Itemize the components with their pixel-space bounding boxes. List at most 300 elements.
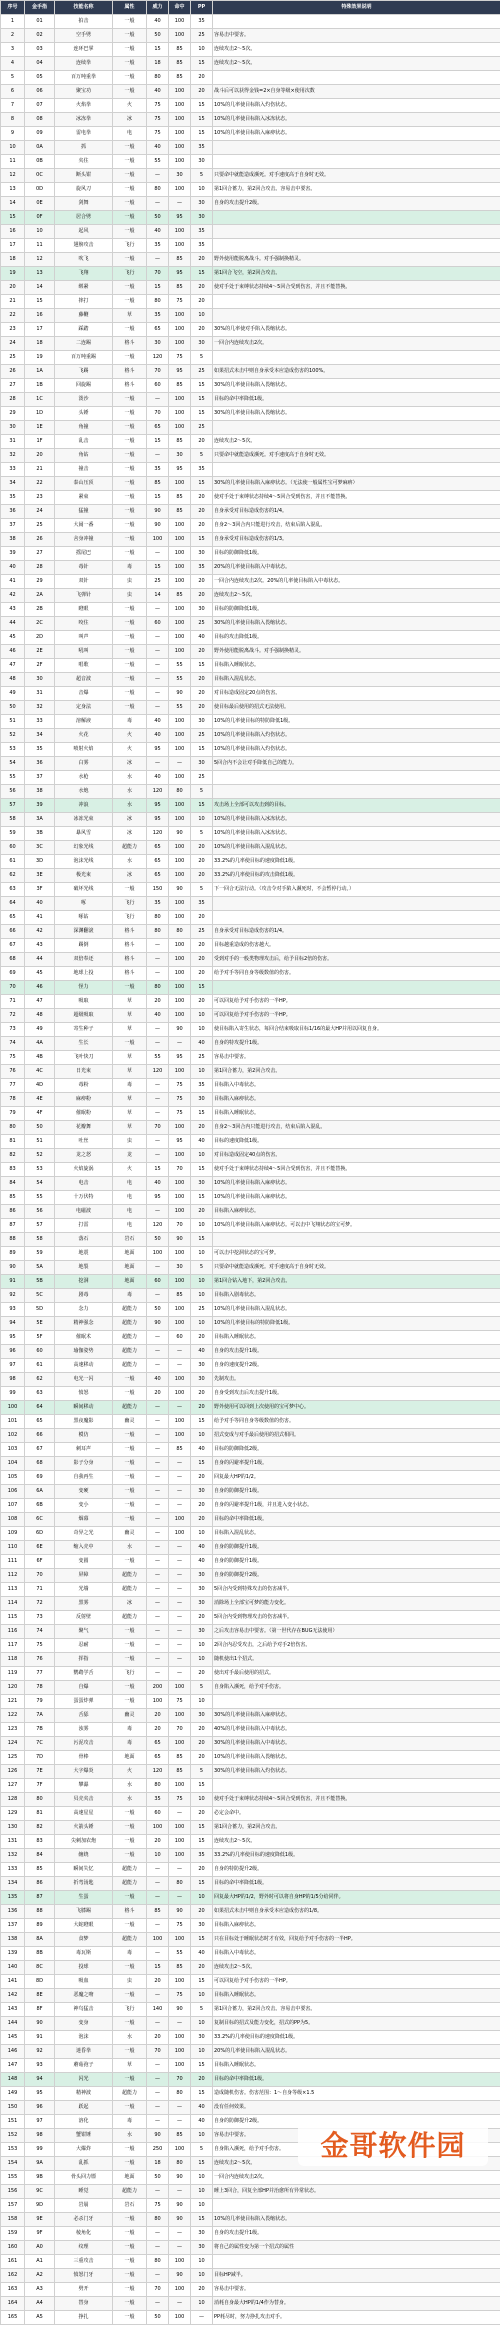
cell-accuracy: 100: [169, 1681, 191, 1695]
cell-effect: [213, 351, 500, 365]
cell-index: 140: [1, 1961, 25, 1975]
cell-type: 超能力: [113, 2087, 147, 2101]
table-row: [1, 1513, 500, 1527]
cell-index: 33: [1, 463, 25, 477]
cell-move-name: 贝壳夹击: [55, 1793, 113, 1807]
cell-accuracy: —: [169, 2115, 191, 2129]
cell-move-name: 溶化: [55, 2115, 113, 2129]
cell-index: 142: [1, 1989, 25, 2003]
cell-type: 一般: [113, 1457, 147, 1471]
cell-type: 格斗: [113, 925, 147, 939]
cell-power: 120: [147, 1065, 169, 1079]
cell-index: 4: [1, 57, 25, 71]
cell-index: 80: [1, 1121, 25, 1135]
cell-accuracy: 100: [169, 99, 191, 113]
table-row: [1, 365, 500, 379]
cell-pp: 20: [191, 841, 213, 855]
cell-power: 100: [147, 1695, 169, 1709]
cell-index: 29: [1, 407, 25, 421]
cell-move-name: 拍击: [55, 15, 113, 29]
cell-index: 105: [1, 1471, 25, 1485]
cell-power: —: [147, 1569, 169, 1583]
cell-type: 一般: [113, 533, 147, 547]
cell-index: 53: [1, 743, 25, 757]
cell-index: 9: [1, 127, 25, 141]
cell-power: —: [147, 2059, 169, 2073]
cell-index: 117: [1, 1639, 25, 1653]
cell-effect: [213, 2255, 500, 2269]
cell-cheat-code: 35: [25, 743, 55, 757]
cell-accuracy: 75: [169, 1989, 191, 2003]
cell-index: 54: [1, 757, 25, 771]
cell-power: 40: [147, 1009, 169, 1023]
table-row: [1, 575, 500, 589]
cell-accuracy: —: [169, 1401, 191, 1415]
cell-power: —: [147, 1261, 169, 1275]
watermark-text: 金哥软件园: [320, 2124, 465, 2164]
cell-index: 121: [1, 1695, 25, 1709]
cell-move-name: 冲浪: [55, 799, 113, 813]
cell-power: 35: [147, 463, 169, 477]
cell-move-name: 吐丝: [55, 1135, 113, 1149]
cell-cheat-code: 2E: [25, 645, 55, 659]
cell-pp: 10: [191, 2017, 213, 2031]
cell-pp: 15: [191, 1233, 213, 1247]
cell-accuracy: —: [169, 1807, 191, 1821]
cell-power: —: [147, 687, 169, 701]
cell-pp: 5: [191, 883, 213, 897]
cell-pp: 35: [191, 15, 213, 29]
cell-pp: 15: [191, 533, 213, 547]
cell-power: 35: [147, 309, 169, 323]
cell-type: 一般: [113, 2311, 147, 2325]
cell-effect: 目标陷入睡眠状态。: [213, 1331, 500, 1345]
cell-type: 一般: [113, 547, 147, 561]
cell-power: 90: [147, 505, 169, 519]
table-row: [1, 911, 500, 925]
cell-accuracy: 95: [169, 211, 191, 225]
cell-index: 36: [1, 505, 25, 519]
table-row: [1, 1807, 500, 1821]
cell-cheat-code: 3D: [25, 855, 55, 869]
cell-effect: 10%的几率使目标的特防降低1级。: [213, 1317, 500, 1331]
cell-effect: 33.2%的几率使目标的速度降低1级。: [213, 855, 500, 869]
cell-move-name: 泡沫光线: [55, 855, 113, 869]
cell-accuracy: 100: [169, 225, 191, 239]
cell-power: 40: [147, 729, 169, 743]
cell-power: 75: [147, 99, 169, 113]
cell-accuracy: 100: [169, 1149, 191, 1163]
cell-type: 毒: [113, 1723, 147, 1737]
cell-index: 153: [1, 2143, 25, 2157]
cell-accuracy: —: [169, 1625, 191, 1639]
cell-cheat-code: 30: [25, 673, 55, 687]
cell-index: 141: [1, 1975, 25, 1989]
cell-pp: 30: [191, 1597, 213, 1611]
cell-type: 一般: [113, 1429, 147, 1443]
cell-power: 50: [147, 211, 169, 225]
cell-type: 一般: [113, 141, 147, 155]
cell-move-name: 超音波: [55, 673, 113, 687]
table-row: [1, 1611, 500, 1625]
cell-cheat-code: 54: [25, 1177, 55, 1191]
cell-index: 110: [1, 1541, 25, 1555]
cell-move-name: 瞬间移动: [55, 1401, 113, 1415]
cell-pp: 30: [191, 1919, 213, 1933]
cell-type: 草: [113, 1023, 147, 1037]
cell-effect: 40%的几率使目标陷入中毒状态。: [213, 1723, 500, 1737]
table-row: [1, 127, 500, 141]
cell-move-name: 泡沫: [55, 2031, 113, 2045]
table-row: [1, 267, 500, 281]
cell-power: —: [147, 1499, 169, 1513]
cell-power: 100: [147, 1821, 169, 1835]
cell-pp: 5: [191, 2003, 213, 2017]
cell-power: 15: [147, 43, 169, 57]
cell-type: 一般: [113, 491, 147, 505]
cell-power: 75: [147, 113, 169, 127]
cell-accuracy: 90: [169, 1905, 191, 1919]
cell-effect: 5回合内受到物理攻击的伤害减半。: [213, 1611, 500, 1625]
cell-move-name: 神鸟猛击: [55, 2003, 113, 2017]
cell-pp: 15: [191, 1835, 213, 1849]
cell-type: 一般: [113, 407, 147, 421]
cell-pp: 10: [191, 1317, 213, 1331]
cell-effect: 自身的防御提升1级。: [213, 1541, 500, 1555]
cell-index: 108: [1, 1513, 25, 1527]
cell-pp: 15: [191, 1975, 213, 1989]
cell-move-name: 舍身冲撞: [55, 533, 113, 547]
table-row: [1, 463, 500, 477]
cell-index: 101: [1, 1415, 25, 1429]
cell-index: 70: [1, 981, 25, 995]
cell-accuracy: 95: [169, 365, 191, 379]
cell-index: 119: [1, 1667, 25, 1681]
cell-effect: 消除场上全部宝可梦的能力变化。: [213, 1597, 500, 1611]
table-row: [1, 2073, 500, 2087]
cell-index: 100: [1, 1401, 25, 1415]
cell-index: 130: [1, 1821, 25, 1835]
cell-pp: 15: [191, 1191, 213, 1205]
cell-cheat-code: 92: [25, 2045, 55, 2059]
cell-index: 8: [1, 113, 25, 127]
cell-effect: 使对手处于束缚状态持续4～5回合受到伤害，并且不能替换。: [213, 491, 500, 505]
cell-cheat-code: 75: [25, 1639, 55, 1653]
cell-index: 44: [1, 617, 25, 631]
cell-index: 128: [1, 1793, 25, 1807]
table-row: [1, 785, 500, 799]
cell-cheat-code: A0: [25, 2241, 55, 2255]
table-row: [1, 701, 500, 715]
cell-power: —: [147, 1457, 169, 1471]
cell-type: 一般: [113, 1821, 147, 1835]
cell-effect: 30%的几率使对手陷入畏缩状态。: [213, 323, 500, 337]
cell-type: 一般: [113, 1471, 147, 1485]
cell-pp: 15: [191, 659, 213, 673]
cell-cheat-code: 14: [25, 281, 55, 295]
cell-effect: 可以击中挖洞状态的宝可梦。: [213, 1247, 500, 1261]
cell-move-name: 污泥攻击: [55, 1737, 113, 1751]
cell-cheat-code: 4C: [25, 1065, 55, 1079]
cell-power: 15: [147, 1163, 169, 1177]
cell-power: —: [147, 603, 169, 617]
cell-cheat-code: 6B: [25, 1499, 55, 1513]
cell-move-name: 日光束: [55, 1065, 113, 1079]
cell-index: 145: [1, 2031, 25, 2045]
cell-pp: 30: [191, 715, 213, 729]
cell-pp: 10: [191, 1247, 213, 1261]
table-row: [1, 1415, 500, 1429]
cell-accuracy: —: [169, 1583, 191, 1597]
cell-move-name: 蛋蛋炸弹: [55, 1695, 113, 1709]
cell-index: 98: [1, 1373, 25, 1387]
cell-move-name: 吹飞: [55, 253, 113, 267]
cell-effect: 10%的几率使目标陷入畏缩状态。: [213, 2213, 500, 2227]
table-row: [1, 757, 500, 771]
cell-cheat-code: 97: [25, 2115, 55, 2129]
cell-power: 40: [147, 771, 169, 785]
cell-accuracy: 100: [169, 813, 191, 827]
cell-accuracy: 100: [169, 897, 191, 911]
cell-type: 电: [113, 1177, 147, 1191]
cell-effect: [213, 15, 500, 29]
cell-index: 58: [1, 813, 25, 827]
cell-effect: 只要命中就能造成濒死。对手速度高于自身时无效。: [213, 1261, 500, 1275]
cell-effect: 先制攻击。: [213, 1373, 500, 1387]
cell-move-name: 头锤: [55, 407, 113, 421]
cell-accuracy: 100: [169, 743, 191, 757]
cell-index: 122: [1, 1709, 25, 1723]
cell-pp: 30: [191, 1177, 213, 1191]
cell-move-name: 瞪眼: [55, 603, 113, 617]
cell-index: 49: [1, 687, 25, 701]
cell-cheat-code: 47: [25, 995, 55, 1009]
cell-index: 154: [1, 2157, 25, 2171]
cell-effect: 连续攻击2～5次。: [213, 589, 500, 603]
cell-type: 虫: [113, 1135, 147, 1149]
cell-pp: 20: [191, 1331, 213, 1345]
cell-effect: 目标陷入麻痹状态。: [213, 1093, 500, 1107]
cell-type: 草: [113, 1009, 147, 1023]
cell-accuracy: 100: [169, 1275, 191, 1289]
cell-index: 59: [1, 827, 25, 841]
cell-power: —: [147, 197, 169, 211]
cell-effect: 目标陷入睡眠状态。: [213, 1107, 500, 1121]
cell-move-name: 紧束: [55, 491, 113, 505]
cell-move-name: 水枪: [55, 771, 113, 785]
cell-accuracy: 100: [169, 183, 191, 197]
cell-accuracy: —: [169, 1037, 191, 1051]
cell-index: 38: [1, 533, 25, 547]
cell-power: 14: [147, 589, 169, 603]
cell-index: 89: [1, 1247, 25, 1261]
cell-accuracy: 100: [169, 533, 191, 547]
cell-pp: 15: [191, 2213, 213, 2227]
cell-type: 一般: [113, 981, 147, 995]
cell-pp: 10: [191, 309, 213, 323]
cell-pp: 20: [191, 281, 213, 295]
cell-move-name: 音爆: [55, 687, 113, 701]
cell-type: 飞行: [113, 911, 147, 925]
cell-effect: 可以回复给予对手伤害的一半HP。: [213, 1975, 500, 1989]
cell-accuracy: 100: [169, 771, 191, 785]
cell-index: 125: [1, 1751, 25, 1765]
cell-effect: 目标的命中率降低1级。: [213, 1513, 500, 1527]
cell-power: —: [147, 1527, 169, 1541]
cell-cheat-code: 57: [25, 1219, 55, 1233]
table-row: [1, 1569, 500, 1583]
cell-index: 149: [1, 2087, 25, 2101]
cell-type: 虫: [113, 1975, 147, 1989]
cell-effect: 自身2～3回合内只能进行攻击，结束后陷入混乱。: [213, 519, 500, 533]
table-row: [1, 589, 500, 603]
cell-effect: 一回合内连续攻击2次。: [213, 2171, 500, 2185]
cell-move-name: 叫声: [55, 631, 113, 645]
cell-cheat-code: A3: [25, 2283, 55, 2297]
table-row: [1, 617, 500, 631]
cell-power: —: [147, 1625, 169, 1639]
cell-power: —: [147, 1093, 169, 1107]
cell-accuracy: 85: [169, 1289, 191, 1303]
cell-cheat-code: 3F: [25, 883, 55, 897]
cell-power: 60: [147, 1275, 169, 1289]
cell-effect: 第1回合飞空，第2回合攻击。: [213, 267, 500, 281]
cell-move-name: 瑜伽姿势: [55, 1345, 113, 1359]
cell-pp: 40: [191, 1135, 213, 1149]
cell-pp: 40: [191, 1555, 213, 1569]
cell-cheat-code: 1C: [25, 393, 55, 407]
cell-pp: 25: [191, 29, 213, 43]
cell-move-name: 愤怒: [55, 1387, 113, 1401]
cell-accuracy: 100: [169, 2045, 191, 2059]
cell-accuracy: 80: [169, 2087, 191, 2101]
cell-accuracy: 75: [169, 1695, 191, 1709]
cell-pp: 10: [191, 2297, 213, 2311]
cell-power: 70: [147, 267, 169, 281]
cell-power: 65: [147, 1737, 169, 1751]
cell-cheat-code: 12: [25, 253, 55, 267]
cell-move-name: 泰山压顶: [55, 477, 113, 491]
cell-cheat-code: 0F: [25, 211, 55, 225]
cell-move-name: 催眠术: [55, 1331, 113, 1345]
cell-pp: 40: [191, 1037, 213, 1051]
cell-pp: 35: [191, 463, 213, 477]
cell-move-name: 大爆炸: [55, 2143, 113, 2157]
cell-pp: 15: [191, 99, 213, 113]
cell-power: —: [147, 1135, 169, 1149]
cell-power: —: [147, 1611, 169, 1625]
cell-type: 超能力: [113, 1303, 147, 1317]
cell-cheat-code: 16: [25, 309, 55, 323]
cell-type: 一般: [113, 1485, 147, 1499]
cell-accuracy: 85: [169, 1765, 191, 1779]
table-row: [1, 2269, 500, 2283]
table-row: [1, 1709, 500, 1723]
cell-move-name: 龙之怒: [55, 1149, 113, 1163]
cell-effect: 10%的几率使目标陷入混乱状态。: [213, 841, 500, 855]
cell-pp: 10: [191, 1023, 213, 1037]
cell-pp: 40: [191, 1541, 213, 1555]
table-row: [1, 1555, 500, 1569]
cell-index: 17: [1, 239, 25, 253]
cell-index: 37: [1, 519, 25, 533]
cell-cheat-code: 69: [25, 1471, 55, 1485]
cell-move-name: 双倍奉还: [55, 953, 113, 967]
cell-effect: 第1回合蓄力，第2回合攻击。容易击中要害。: [213, 183, 500, 197]
table-row: [1, 155, 500, 169]
cell-cheat-code: 45: [25, 967, 55, 981]
cell-pp: 15: [191, 57, 213, 71]
cell-effect: 30%的几率使目标陷入畏缩状态。: [213, 379, 500, 393]
cell-effect: 自身的特防提升2级。: [213, 1863, 500, 1877]
cell-move-name: 变小: [55, 1499, 113, 1513]
cell-pp: 30: [191, 1709, 213, 1723]
table-row: [1, 1443, 500, 1457]
cell-move-name: 光墙: [55, 1583, 113, 1597]
cell-type: 格斗: [113, 967, 147, 981]
cell-type: 飞行: [113, 1667, 147, 1681]
table-row: [1, 631, 500, 645]
cell-index: 75: [1, 1051, 25, 1065]
cell-cheat-code: 2A: [25, 589, 55, 603]
cell-pp: 15: [191, 407, 213, 421]
cell-power: 85: [147, 477, 169, 491]
cell-effect: 如果招式未击中则自身承受本应造成伤害的100%。: [213, 365, 500, 379]
cell-pp: 40: [191, 2101, 213, 2115]
table-row: [1, 953, 500, 967]
cell-type: 超能力: [113, 1863, 147, 1877]
cell-accuracy: —: [169, 2017, 191, 2031]
table-row: [1, 1079, 500, 1093]
cell-index: 3: [1, 43, 25, 57]
cell-power: 120: [147, 351, 169, 365]
cell-accuracy: 100: [169, 1709, 191, 1723]
cell-pp: 40: [191, 1947, 213, 1961]
cell-type: 一般: [113, 1499, 147, 1513]
cell-accuracy: 85: [169, 589, 191, 603]
cell-accuracy: 80: [169, 2157, 191, 2171]
table-row: [1, 869, 500, 883]
cell-move-name: 投球: [55, 1961, 113, 1975]
cell-index: 39: [1, 547, 25, 561]
cell-effect: 野外使用能脱离战斗。对手强制换精灵。: [213, 253, 500, 267]
cell-cheat-code: 42: [25, 925, 55, 939]
cell-accuracy: 100: [169, 1975, 191, 1989]
cell-cheat-code: 71: [25, 1583, 55, 1597]
cell-pp: 20: [191, 435, 213, 449]
cell-move-name: 角钻: [55, 449, 113, 463]
cell-index: 72: [1, 1009, 25, 1023]
cell-move-name: 精神波: [55, 2087, 113, 2101]
cell-pp: 40: [191, 1345, 213, 1359]
cell-cheat-code: 11: [25, 239, 55, 253]
cell-effect: 使目标陷入寄生状态，每回合结束吸取目标1/16的最大HP并用以回复自身。: [213, 1023, 500, 1037]
cell-accuracy: 100: [169, 1849, 191, 1863]
cell-accuracy: 80: [169, 785, 191, 799]
cell-move-name: 毒瓦斯: [55, 1947, 113, 1961]
cell-power: 75: [147, 2199, 169, 2213]
cell-power: —: [147, 1401, 169, 1415]
cell-effect: 自身承受对目标造成伤害的1/4。: [213, 505, 500, 519]
cell-cheat-code: 6C: [25, 1513, 55, 1527]
cell-power: 120: [147, 1765, 169, 1779]
cell-index: 143: [1, 2003, 25, 2017]
cell-pp: 25: [191, 365, 213, 379]
cell-accuracy: —: [169, 2227, 191, 2241]
cell-cheat-code: 76: [25, 1653, 55, 1667]
cell-power: 35: [147, 239, 169, 253]
cell-cheat-code: 86: [25, 1877, 55, 1891]
